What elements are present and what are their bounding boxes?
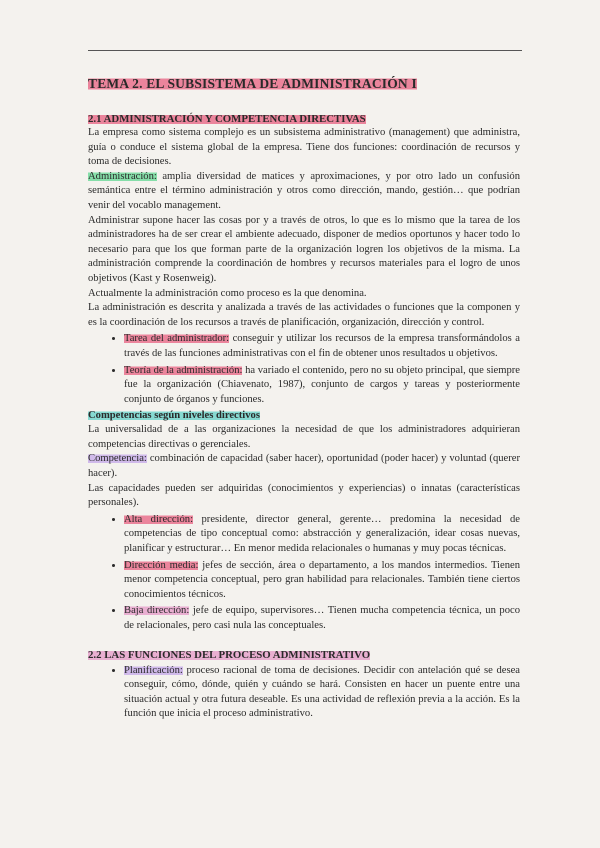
- section-heading-2-1: 2.1 ADMINISTRACIÓN Y COMPETENCIA DIRECTIVAS: [88, 113, 366, 125]
- paragraph: Actualmente la administración como proceso es la que denomina.: [88, 287, 367, 299]
- list-item: • Baja dirección: jefe de equipo, supervisores… Tienen mucha competencia técnica, un poco de relacionales, pero casi nula las conceptuales.: [124, 604, 520, 633]
- list-item: • Tarea del administrador: conseguir y utilizar los recursos de la empresa transformándolos a través de las funciones administrativas con el fin de obtener unos resultados u objetivos.: [124, 332, 520, 361]
- header-rule: [88, 50, 522, 51]
- list-item: • Dirección media: jefes de sección, área o departamento, a los mandos intermedios. Tienen menor competencia conceptual, pero gran habilidad para relacionales. También tiene ciertos conocimientos técnicos.: [124, 559, 520, 603]
- paragraph: La administración es descrita y analizada a través de las actividades o funciones que la componen y es la coordinación de los recursos a través de planificación, organización, dirección y control.: [88, 302, 520, 328]
- document-body: [88, 112, 520, 724]
- list-item: • Alta dirección: presidente, director general, gerente… predomina la necesidad de competencias de tipo conceptual como: abstracción y generalización, idear cosas nuevas, planificar y estructurar… En menor medida relacionales o humanas y muy pocas técnicas.: [124, 513, 520, 557]
- paragraph-definition: Administración: amplia diversidad de matices y aproximaciones, y por otro lado un confusión semántica entre el término administración y otros como dirección, mando, gestión… que podrían venir del vocablo management.: [88, 170, 520, 211]
- bullet-list: [88, 513, 520, 634]
- list-item: • Teoría de la administración: ha variado el contenido, pero no su objeto principal, que siempre fue la organización (Chiavenato, 1987), conjunto de cargos y tareas y posteriormente conjunto de órganos y funciones.: [124, 364, 520, 408]
- subheading-competencias: Competencias según niveles directivos: [88, 410, 260, 422]
- section-heading-2-2: 2.2 LAS FUNCIONES DEL PROCESO ADMINISTRATIVO: [88, 648, 371, 661]
- page-title: TEMA 2. EL SUBSISTEMA DE ADMINISTRACIÓN I: [88, 76, 417, 91]
- paragraph-definition: Competencia: combinación de capacidad (saber hacer), oportunidad (poder hacer) y voluntad (querer hacer).: [88, 453, 520, 480]
- paragraph: La empresa como sistema complejo es un subsistema administrativo (management) que administra, guía o conduce el sistema global de la empresa. Tiene dos funciones: coordinación de recursos y toma de decisiones.: [88, 127, 520, 168]
- bullet-list: [88, 332, 520, 407]
- paragraph: Administrar supone hacer las cosas por y a través de otros, lo que es lo mismo que la tarea de los administradores ha de ser crear el ambiente adecuado, disponer de medios oportunos y hacer todo lo necesario para que los que forman parte de la organización logren los objetivos de la misma. La administración comprende la coordinación de hombres y recursos materiales para el logro de unos objetivos (Kast y Rosenweig).: [88, 214, 520, 284]
- paragraph: La universalidad de a las organizaciones la necesidad de que los administradores adquirieran competencias directivas o gerenciales.: [88, 424, 520, 450]
- paragraph: Las capacidades pueden ser adquiridas (conocimientos y experiencias) o innatas (características personales).: [88, 482, 520, 509]
- bullet-list: [88, 664, 520, 722]
- list-item: • Planificación: proceso racional de toma de decisiones. Decidir con antelación qué se desea conseguir, cómo, dónde, quién y cuándo se hará. Consisten en hacer un puente entre una situación actual y otra futura deseable. Es una actividad de reflexión previa a la acción. Es la función que inicia el proceso administrativo.: [124, 664, 520, 722]
